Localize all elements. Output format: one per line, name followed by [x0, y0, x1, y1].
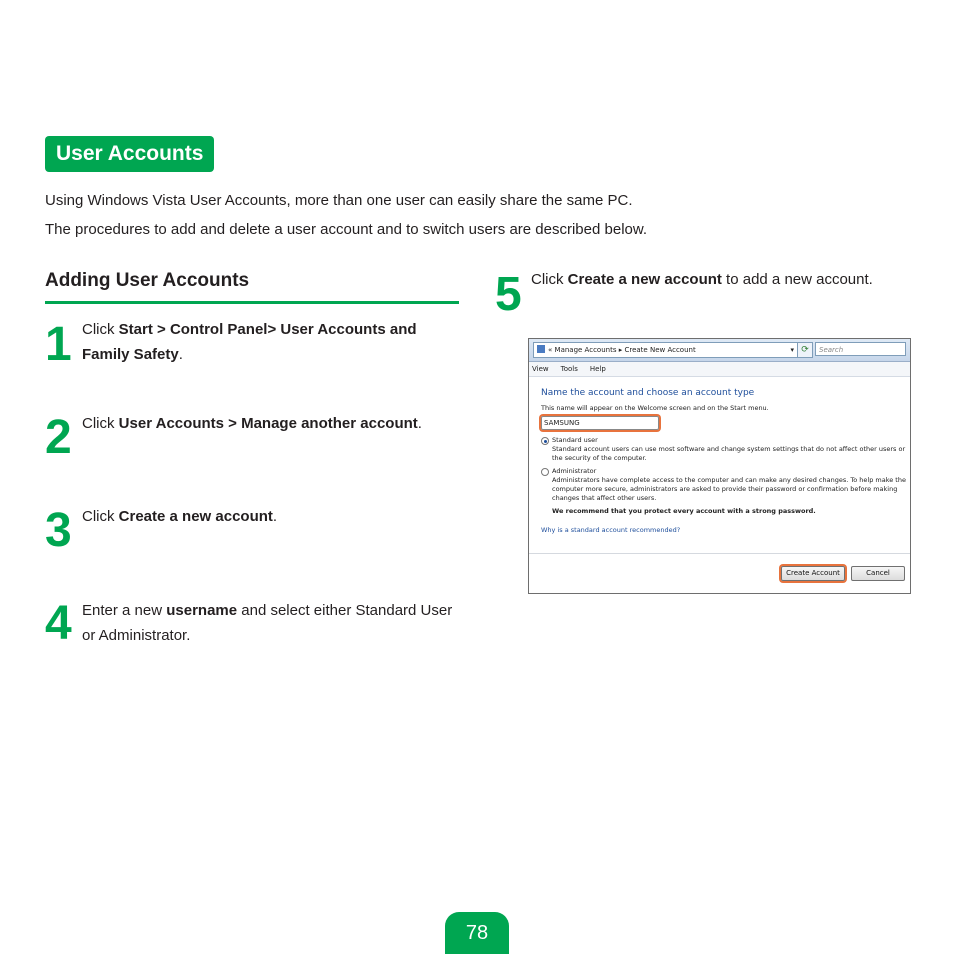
step-number-5: 5 — [495, 268, 520, 321]
address-input[interactable] — [533, 342, 798, 358]
create-account-window — [528, 338, 911, 594]
step-number-1: 1 — [45, 318, 70, 371]
menu-view[interactable]: View — [532, 365, 549, 373]
step-number-4: 4 — [45, 597, 70, 650]
back-chevron-icon[interactable]: « — [548, 346, 553, 354]
search-input[interactable]: Search — [815, 342, 906, 356]
administrator-desc: Administrators have complete access to the computer and can make any desired changes. To help make the computer more secure, administrators are asked to provide their password or confirmation before making changes that affect other users. — [552, 476, 906, 502]
option-administrator[interactable] — [541, 467, 907, 503]
administrator-label: Administrator — [552, 467, 597, 475]
breadcrumb-create-new-account[interactable]: Create New Account — [624, 346, 696, 354]
intro-line-1: Using Windows Vista User Accounts, more than one user can easily share the same PC. — [45, 192, 633, 209]
step-1-text: Click Start > Control Panel> User Accounts and Family Safety. — [82, 321, 417, 363]
dialog-footer — [529, 553, 910, 594]
password-recommendation: We recommend that you protect every account with a strong password. — [552, 507, 816, 515]
dialog-heading: Name the account and choose an account type — [541, 388, 755, 398]
standard-user-radio[interactable] — [541, 437, 549, 445]
refresh-icon[interactable]: ⟳ — [797, 342, 813, 358]
standard-user-label: Standard user — [552, 436, 598, 444]
subheading: Adding User Accounts — [45, 270, 459, 304]
dialog-content — [541, 389, 907, 535]
step-4-text: Enter a new username and select either Standard User or Administrator. — [82, 602, 453, 644]
standard-account-help-link[interactable]: Why is a standard account recommended? — [541, 526, 681, 534]
standard-user-desc: Standard account users can use most software and change system settings that do not affect other users or the security of the computer. — [552, 445, 906, 462]
control-panel-icon — [537, 345, 545, 353]
breadcrumb-manage-accounts[interactable]: Manage Accounts — [554, 346, 617, 354]
intro-line-2: The procedures to add and delete a user account and to switch users are described below. — [45, 221, 648, 238]
account-name-input[interactable]: SAMSUNG — [541, 416, 659, 430]
option-standard-user[interactable] — [541, 436, 907, 463]
address-bar — [529, 339, 910, 362]
menu-tools[interactable]: Tools — [560, 365, 578, 373]
page-number: 78 — [445, 912, 509, 954]
step-3-text: Click Create a new account. — [82, 508, 278, 525]
cancel-button[interactable]: Cancel — [851, 566, 905, 581]
step-2-text: Click User Accounts > Manage another account. — [82, 415, 422, 432]
breadcrumb-separator-icon: ▸ — [618, 346, 623, 354]
create-account-button[interactable]: Create Account — [781, 566, 845, 581]
administrator-radio[interactable] — [541, 468, 549, 476]
menu-help[interactable]: Help — [589, 365, 606, 373]
menu-bar — [529, 362, 910, 377]
chevron-down-icon[interactable]: ▾ — [790, 346, 794, 354]
step-number-3: 3 — [45, 504, 70, 557]
step-number-2: 2 — [45, 411, 70, 464]
step-5-text: Click Create a new account to add a new account. — [531, 271, 873, 288]
section-badge: User Accounts — [45, 136, 214, 172]
name-hint: This name will appear on the Welcome screen and on the Start menu. — [541, 404, 769, 412]
